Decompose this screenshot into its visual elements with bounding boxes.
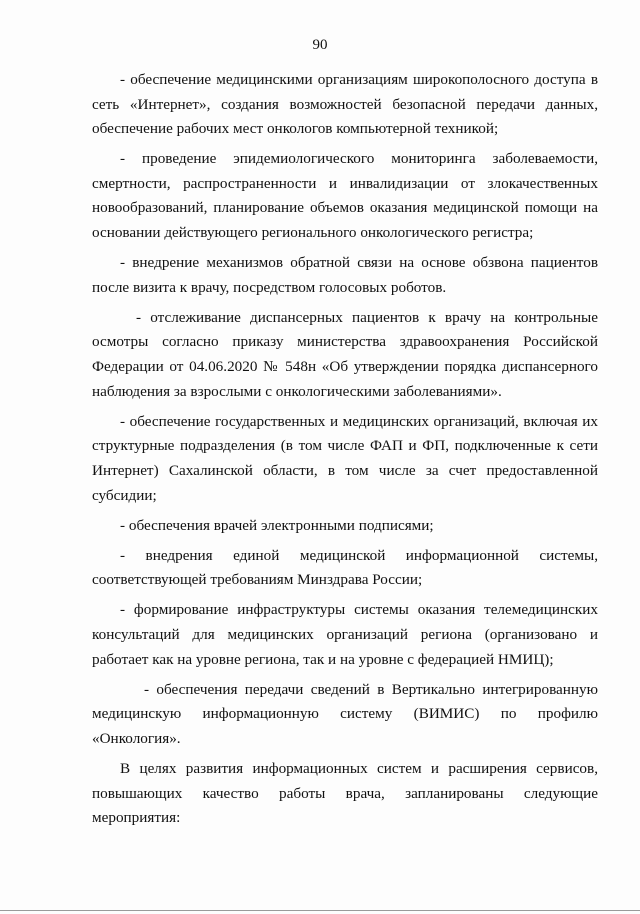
- paragraph-broadband-access: - обеспечение медицинскими организациям широкополосного доступа в сеть «Интернет», создания возможностей безопасной передачи данных, обеспечение рабочих мест онкологов компьютерной техникой;: [92, 71, 598, 138]
- paragraph-electronic-signatures: - обеспечения врачей электронными подписями;: [120, 516, 434, 534]
- paragraph-unified-mis: - внедрения единой медицинской информационной системы, соответствующей требованиям Минздрава России;: [92, 546, 598, 589]
- paragraph-feedback-mechanisms: - внедрение механизмов обратной связи на основе обзвона пациентов после визита к врачу, посредством голосовых роботов.: [92, 254, 598, 296]
- paragraph-vimis-data-transfer: - обеспечения передачи сведений в Вертикально интегрированную медицинскую информационную систему (ВИМИС) по профилю «Онкология».: [92, 680, 598, 747]
- paragraph-dispensary-tracking: - отслеживание диспансерных пациентов к врачу на контрольные осмотры согласно приказу министерства здравоохранения Российской Федерации от 04.06.2020 № 548н «Об утверждении порядка диспансерного наблюдения за взрослыми с онкологическими заболеваниями».: [92, 308, 598, 400]
- paragraph-epidemiological-monitoring: - проведение эпидемиологического мониторинга заболеваемости, смертности, распространенности и инвалидизации от злокачественных новообразований, планирование объемов оказания медицинской помощи на основании действующего регионального онкологического регистра;: [92, 150, 598, 242]
- page-number: 90: [312, 37, 328, 53]
- document-body: [92, 68, 598, 831]
- paragraph-planned-measures-intro: В целях развития информационных систем и расширения сервисов, повышающих качество работы врача, запланированы следующие мероприятия:: [92, 759, 598, 827]
- paragraph-telemedicine-infrastructure: - формирование инфраструктуры системы оказания телемедицинских консультаций для медицинских организаций региона (организовано и работает как на уровне региона, так и на уровне с федерацией НМИЦ);: [92, 601, 598, 668]
- paragraph-organizations-provision: - обеспечение государственных и медицинских организаций, включая их структурные подразделения (в том числе ФАП и ФП, подключенные к сети Интернет) Сахалинской области, в том числе за счет предоставленной субсидии;: [92, 412, 598, 504]
- scan-bottom-edge: [0, 910, 640, 911]
